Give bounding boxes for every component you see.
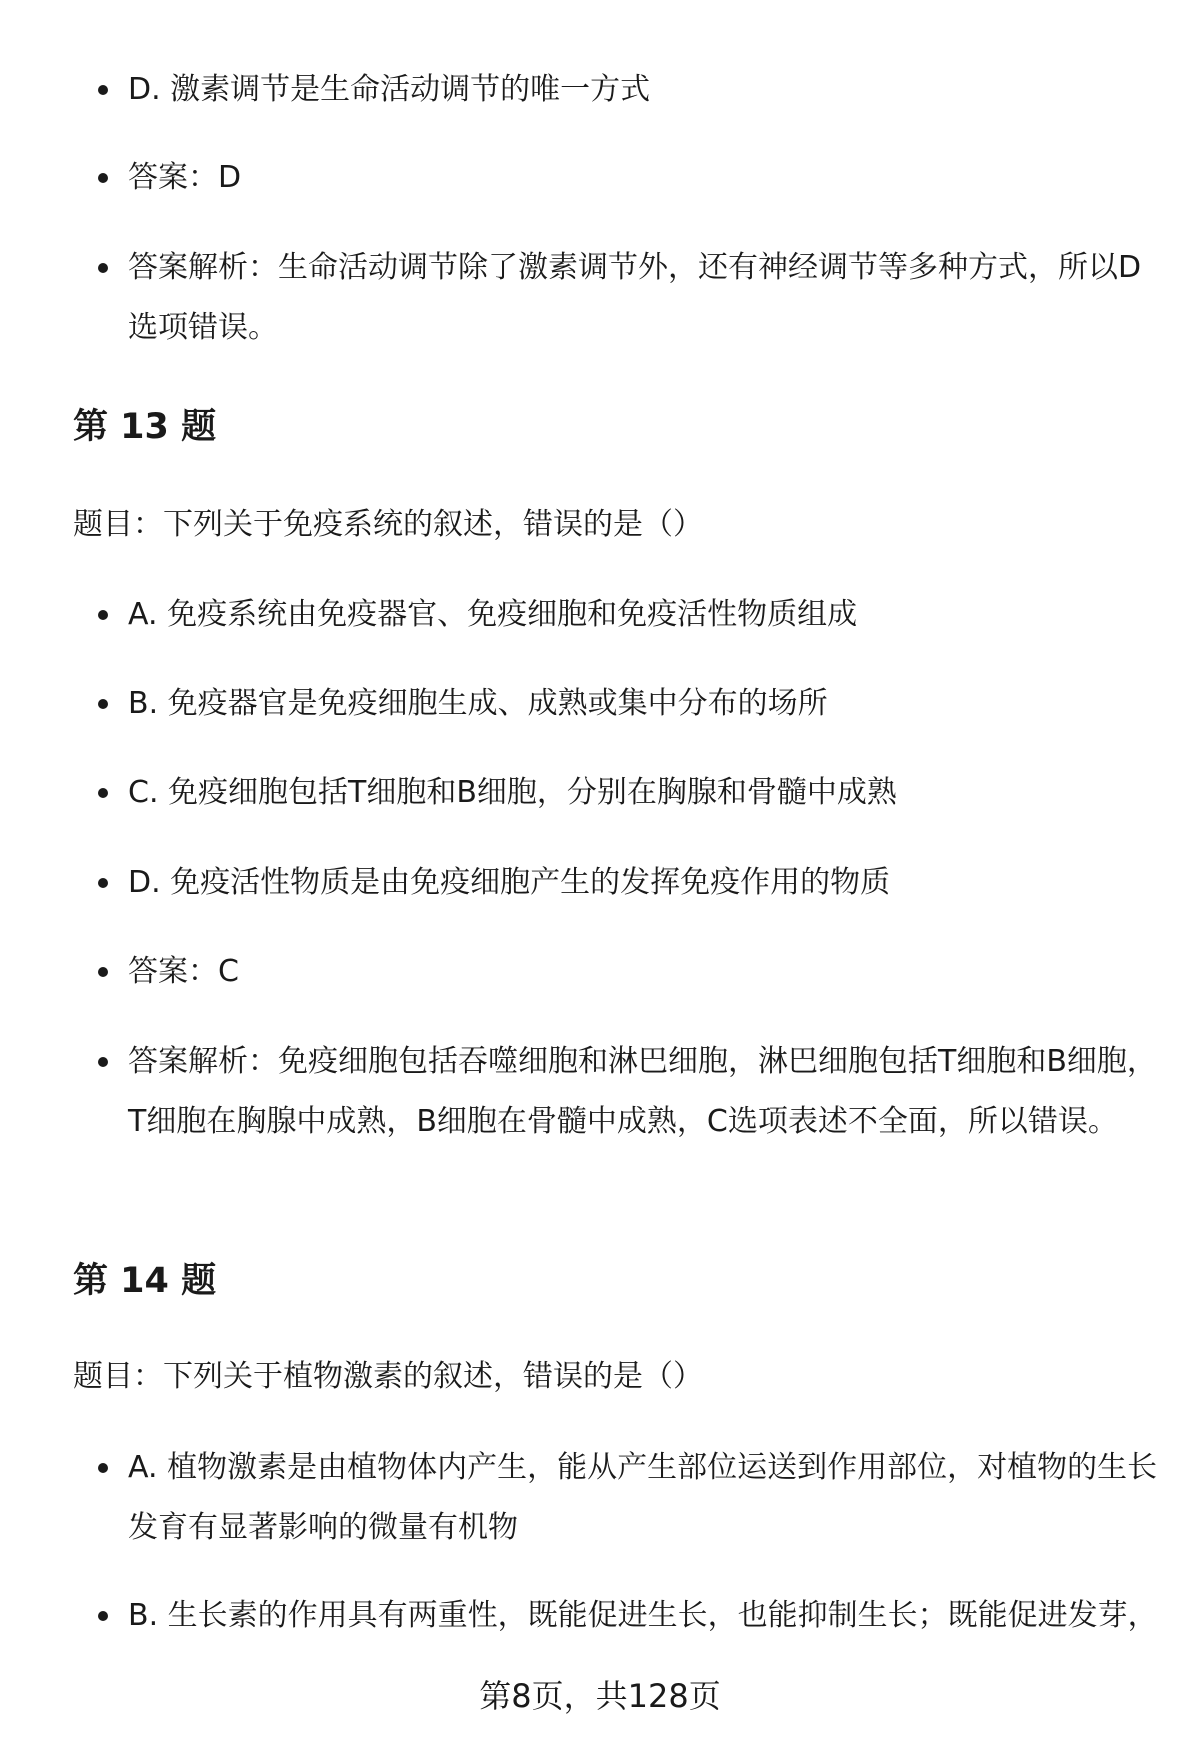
option-b: B. 免疫器官是免疫细胞生成、成熟或集中分布的场所 — [128, 674, 1160, 734]
question-heading: 第 13 题 — [73, 407, 217, 447]
option-d: D. 免疫活性物质是由免疫细胞产生的发挥免疫作用的物质 — [128, 853, 1160, 913]
question-heading: 第 14 题 — [73, 1261, 217, 1301]
option-b: B. 生长素的作用具有两重性，既能促进生长，也能抑制生长；既能促进发芽， — [128, 1586, 1160, 1646]
option-c: C. 免疫细胞包括T细胞和B细胞，分别在胸腺和骨髓中成熟 — [128, 763, 1160, 823]
option-a: A. 植物激素是由植物体内产生，能从产生部位运送到作用部位，对植物的生长发育有显著影响的微量有机物 — [128, 1438, 1160, 1558]
option-d: D. 激素调节是生命活动调节的唯一方式 — [128, 60, 1160, 120]
question-text: 题目：下列关于免疫系统的叙述，错误的是（） — [73, 507, 703, 542]
page-number: 第8页，共128页 — [479, 1677, 721, 1715]
answer-analysis: 答案解析：生命活动调节除了激素调节外，还有神经调节等多种方式，所以D选项错误。 — [128, 238, 1160, 358]
question-text: 题目：下列关于植物激素的叙述，错误的是（） — [73, 1359, 703, 1394]
answer: 答案：D — [128, 148, 1160, 208]
option-a: A. 免疫系统由免疫器官、免疫细胞和免疫活性物质组成 — [128, 585, 1160, 645]
answer-analysis: 答案解析：免疫细胞包括吞噬细胞和淋巴细胞，淋巴细胞包括T细胞和B细胞，T细胞在胸腺中成熟，B细胞在骨髓中成熟，C选项表述不全面，所以错误。 — [128, 1032, 1160, 1152]
answer: 答案：C — [128, 942, 1160, 1002]
